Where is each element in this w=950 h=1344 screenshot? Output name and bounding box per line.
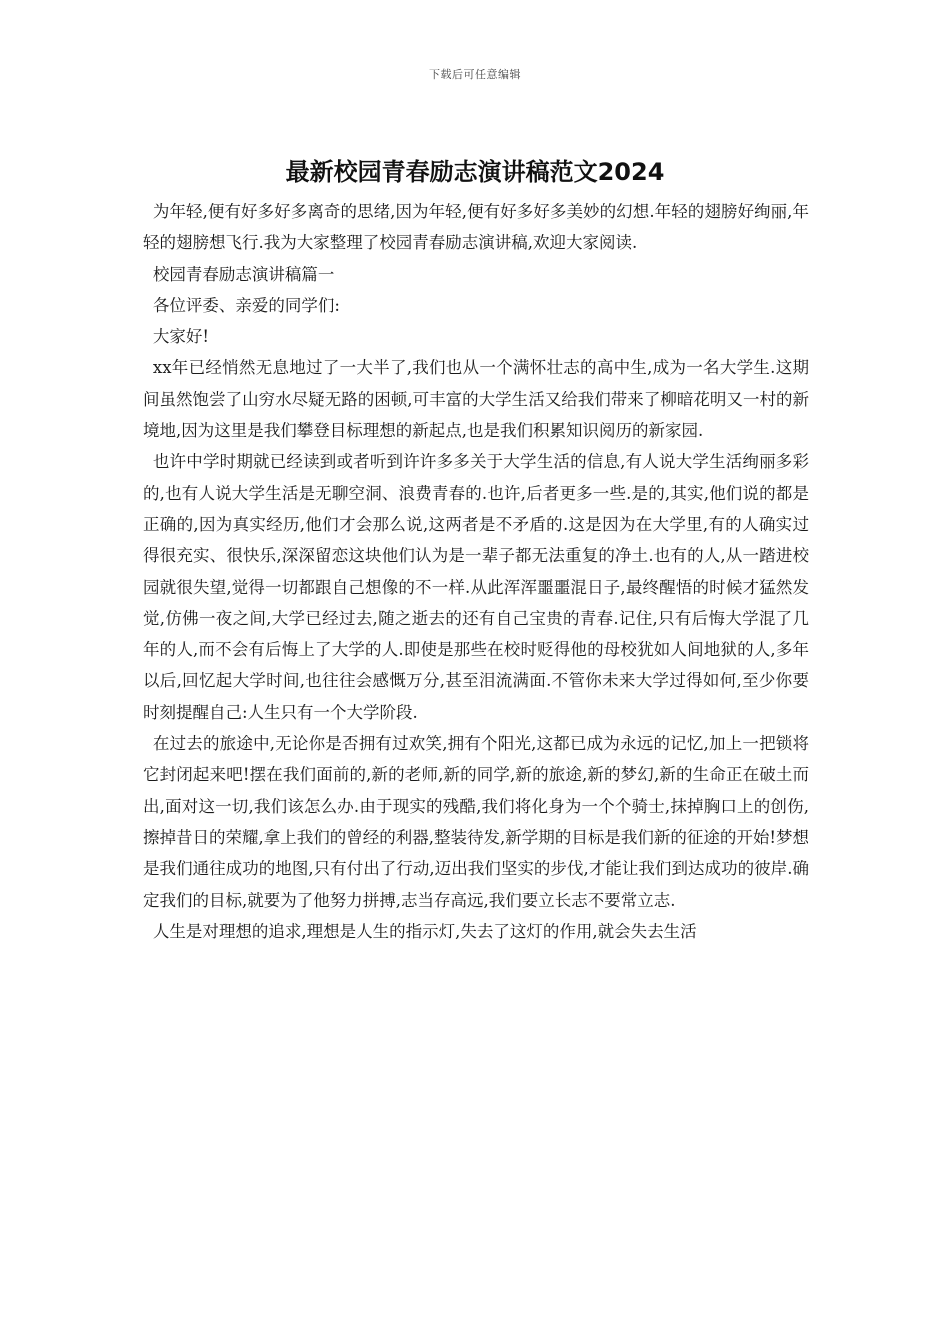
paragraph-section-heading: 校园青春励志演讲稿篇一 — [152, 264, 335, 284]
paragraph-body: xx年已经悄然无息地过了一大半了,我们也从一个满怀壮志的高中生,成为一名大学生.这期间虽然饱尝了山穷水尽疑无路的困顿,可丰富的大学生活又给我们带来了柳暗花明又一村的新境地,因为这里是我们攀登目标理想的新起点,也是我们积累知识阅历的新家园. — [143, 358, 809, 441]
paragraph-body: 在过去的旅途中,无论你是否拥有过欢笑,拥有个阳光,这都已成为永远的记忆,加上一把锁将它封闭起来吧!摆在我们面前的,新的老师,新的同学,新的旅途,新的梦幻,新的生命正在破土而出,面对这一切,我们该怎么办.由于现实的残酷,我们将化身为一个个骑士,抹掉胸口上的创伤,擦掉昔日的荣耀,拿上我们的曾经的利器,整装待发,新学期的目标是我们新的征途的开始!梦想是我们通往成功的地图,只有付出了行动,迈出我们坚实的步伐,才能让我们到达成功的彼岸.确定我们的目标,就要为了他努力拼搏,志当存高远,我们要立长志不要常立志. — [143, 734, 809, 910]
paragraph-greeting: 大家好! — [152, 327, 210, 347]
page-header-note: 下载后可任意编辑 — [429, 68, 521, 81]
document-body — [143, 196, 809, 947]
paragraph-intro: 为年轻,便有好多好多离奇的思绪,因为年轻,便有好多好多美妙的幻想.年轻的翅膀好绚丽,年轻的翅膀想飞行.我为大家整理了校园青春励志演讲稿,欢迎大家阅读. — [143, 202, 809, 253]
document-title: 最新校园青春励志演讲稿范文2024 — [285, 158, 665, 186]
paragraph-salutation: 各位评委、亲爱的同学们: — [152, 295, 340, 315]
paragraph-body: 人生是对理想的追求,理想是人生的指示灯,失去了这灯的作用,就会失去生活 — [152, 921, 697, 941]
paragraph-body: 也许中学时期就已经读到或者听到许许多多关于大学生活的信息,有人说大学生活绚丽多彩的,也有人说大学生活是无聊空洞、浪费青春的.也许,后者更多一些.是的,其实,他们说的都是正确的,因为真实经历,他们才会那么说,这两者是不矛盾的.这是因为在大学里,有的人确实过得很充实、很快乐,深深留恋这块他们认为是一辈子都无法重复的净土.也有的人,从一踏进校园就很失望,觉得一切都跟自己想像的不一样.从此浑浑噩噩混日子,最终醒悟的时候才猛然发觉,仿佛一夜之间,大学已经过去,随之逝去的还有自己宝贵的青春.记住,只有后悔大学混了几年的人,而不会有后悔上了大学的人.即使是那些在校时贬得他的母校犹如人间地狱的人,多年以后,回忆起大学时间,也往往会感慨万分,甚至泪流满面.不管你未来大学过得如何,至少你要时刻提醒自己:人生只有一个大学阶段. — [143, 452, 809, 722]
